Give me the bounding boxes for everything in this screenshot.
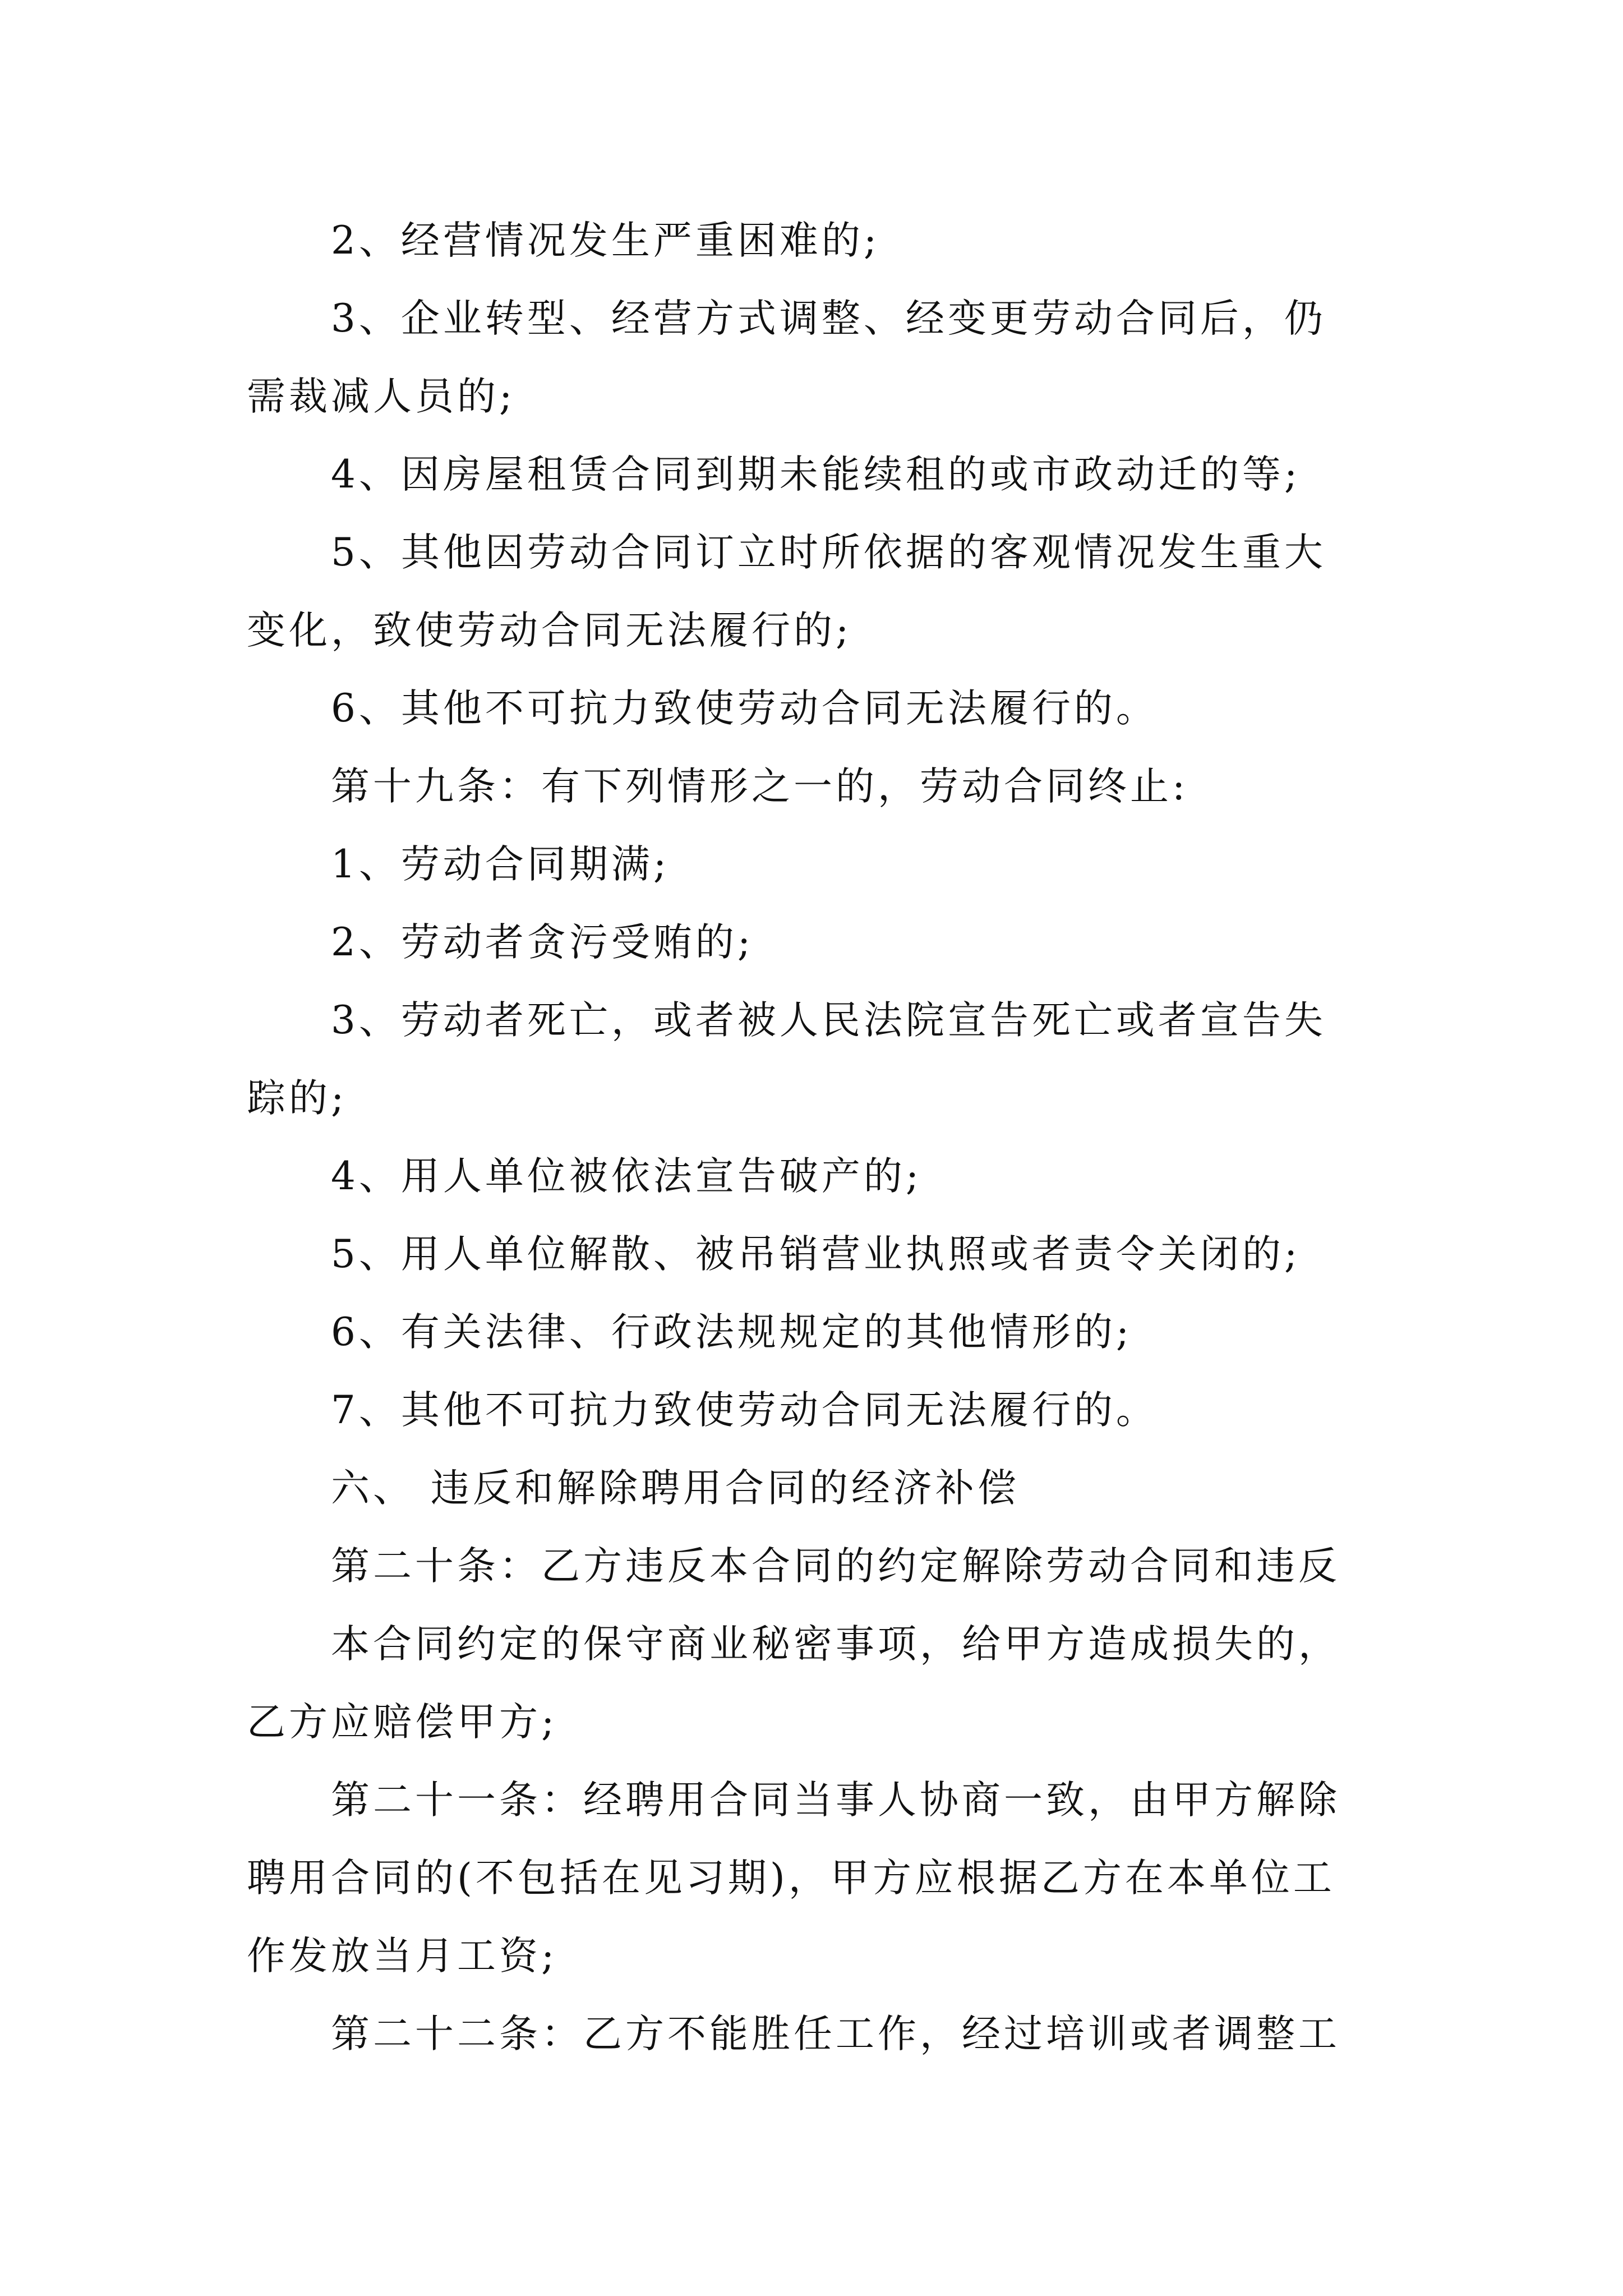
text-line: 乙方应赔偿甲方; (247, 1700, 558, 1745)
text-line: 踪的; (247, 1076, 348, 1121)
text-line: 需裁减人员的; (247, 374, 516, 419)
text-line: 4、用人单位被依法宣告破产的; (331, 1154, 923, 1199)
text-line: 4、因房屋租赁合同到期未能续租的或市政动迁的等; (331, 452, 1301, 497)
text-line: 2、经营情况发生严重困难的; (331, 218, 880, 263)
section-heading-6: 六、 违反和解除聘用合同的经济补偿 (331, 1466, 1020, 1511)
article-heading-19: 第十九条：有下列情形之一的，劳动合同终止: (331, 764, 1189, 809)
article-heading-22: 第二十二条：乙方不能胜任工作，经过培训或者调整工 (331, 2012, 1340, 2056)
text-line: 聘用合同的(不包括在见习期)，甲方应根据乙方在本单位工 (247, 1856, 1335, 1901)
text-line: 6、有关法律、行政法规规定的其他情形的; (331, 1310, 1133, 1355)
document-body (247, 202, 1385, 2073)
text-line: 3、劳动者死亡，或者被人民法院宣告死亡或者宣告失 (331, 998, 1326, 1043)
article-heading-21: 第二十一条：经聘用合同当事人协商一致，由甲方解除 (331, 1778, 1340, 1823)
text-line: 6、其他不可抗力致使劳动合同无法履行的。 (331, 686, 1158, 731)
article-heading-20: 第二十条：乙方违反本合同的约定解除劳动合同和违反 (331, 1544, 1340, 1589)
text-line: 5、用人单位解散、被吊销营业执照或者责令关闭的; (331, 1232, 1301, 1277)
text-line: 2、劳动者贪污受贿的; (331, 920, 754, 965)
text-line: 3、企业转型、经营方式调整、经变更劳动合同后，仍 (331, 296, 1326, 341)
text-line: 作发放当月工资; (247, 1934, 558, 1978)
text-line: 变化，致使劳动合同无法履行的; (247, 608, 852, 653)
text-line: 7、其他不可抗力致使劳动合同无法履行的。 (331, 1388, 1158, 1433)
text-line: 1、劳动合同期满; (331, 842, 670, 887)
text-line: 本合同约定的保守商业秘密事项，给甲方造成损失的， (331, 1622, 1340, 1667)
text-line: 5、其他因劳动合同订立时所依据的客观情况发生重大 (331, 530, 1326, 575)
